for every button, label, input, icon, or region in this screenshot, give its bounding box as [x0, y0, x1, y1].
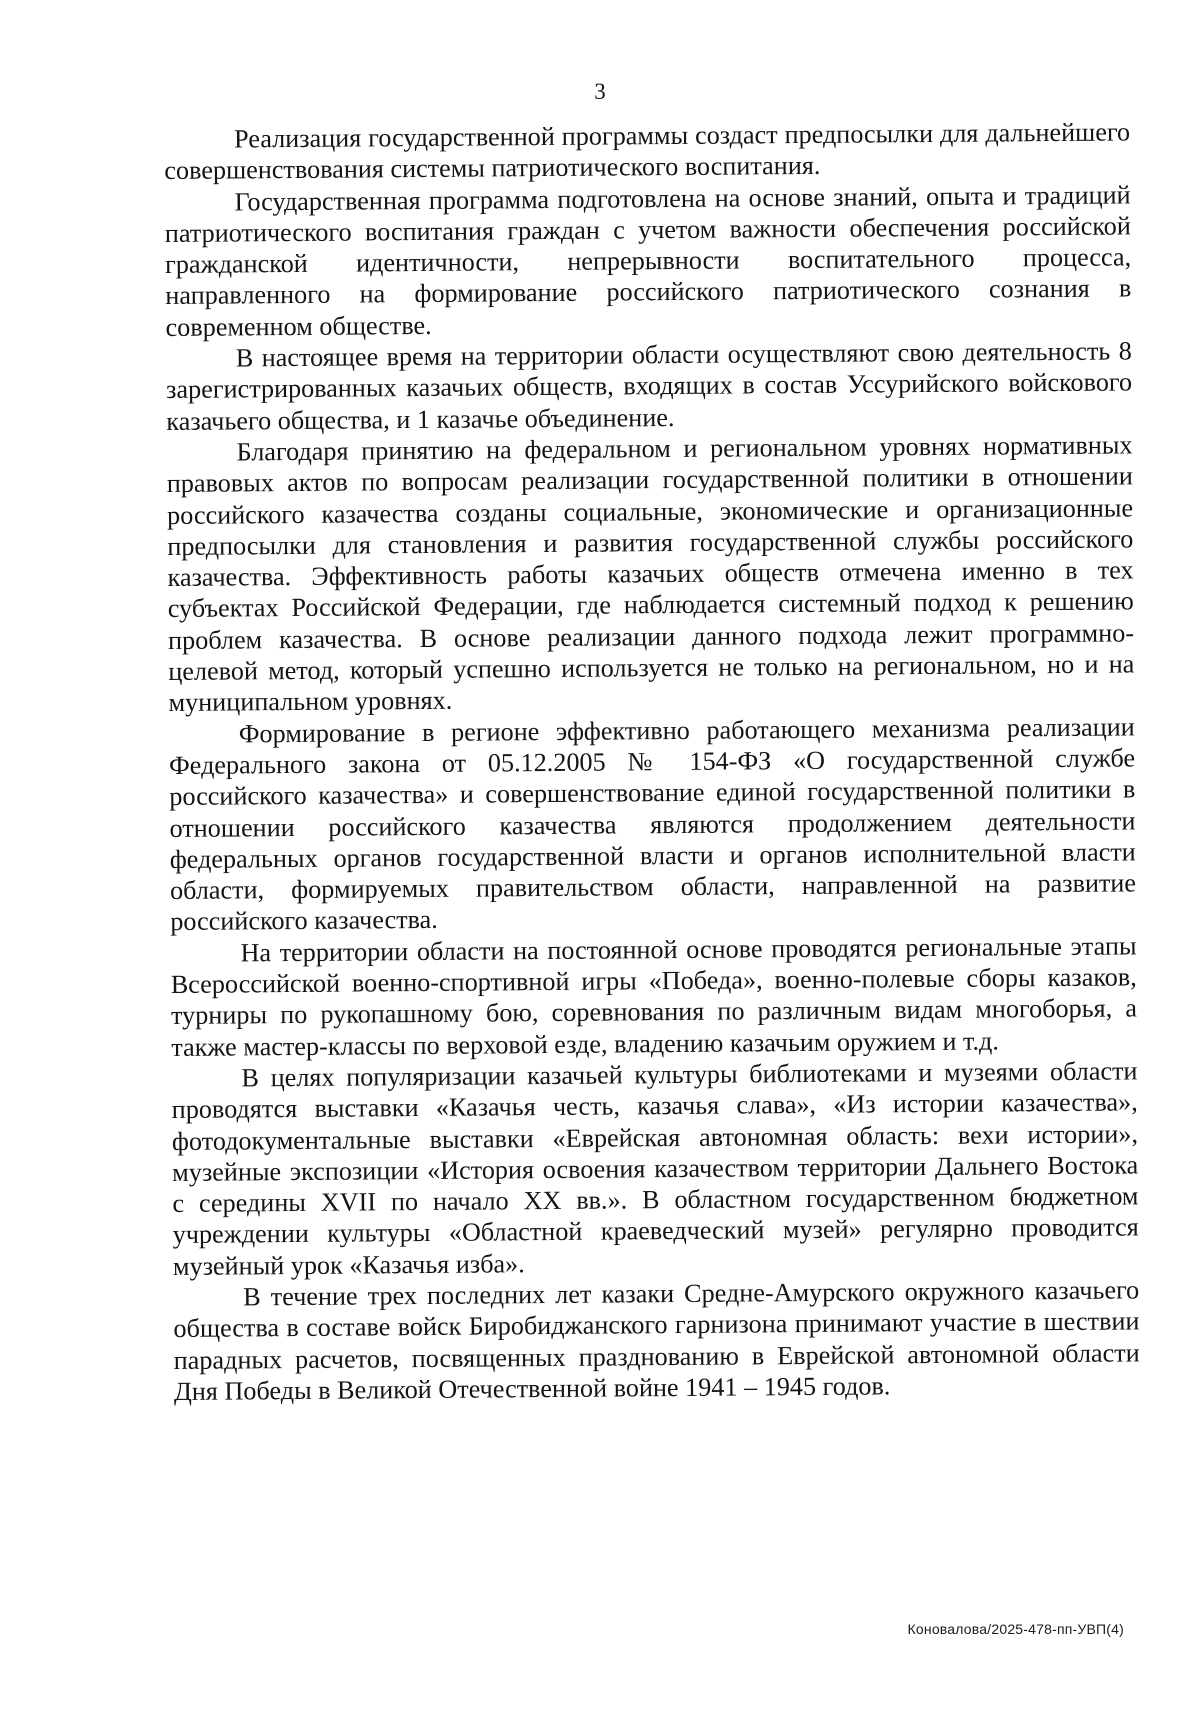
paragraph-4: Благодаря принятию на федеральном и региональном уровнях нормативных правовых актов по вопросам реализации государственной политики в отношении российского казачества созданы социальные, экономические и организационные предпосылки для становления и развития государственной службы российского казачества. Эффективность работы казачьих обществ отмечена именно в тех субъектах Российской Федерации, где наблюдается системный подход к решению проблем казачества. В основе реализации данного подхода лежит программно-целевой метод, который успешно используется не только на региональном, но и на муниципальном уровнях.	[166, 430, 1135, 718]
paragraph-1: Реализация государственной программы создаст предпосылки для дальнейшего совершенствования системы патриотического воспитания.	[164, 117, 1131, 186]
document-body	[164, 116, 1140, 1407]
paragraph-6: На территории области на постоянной основе проводятся региональные этапы Всероссийской военно-спортивной игры «Победа», военно-полевые сборы казаков, турниры по рукопашному бою, соревнования по различным видам многоборья, а также мастер-классы по верховой езде, владению казачьим оружием и т.д.	[170, 931, 1138, 1062]
paragraph-8: В течение трех последних лет казаки Средне-Амурского окружного казачьего общества в составе войск Биробиджанского гарнизона принимают участие в шествии парадных расчетов, посвященных празднованию в Еврейской автономной области Дня Победы в Великой Отечественной войне 1941 – 1945 годов.	[173, 1275, 1140, 1406]
paragraph-2: Государственная программа подготовлена на основе знаний, опыта и традиций патриотического воспитания граждан с учетом важности обеспечения российской гражданской идентичности, непрерывности воспитательного процесса, направленного на формирование российского патриотического сознания в современном обществе.	[164, 180, 1132, 342]
document-code-footer: Коновалова/2025-478-пп-УВП(4)	[907, 1621, 1124, 1637]
paragraph-3: В настоящее время на территории области осуществляют свою деятельность 8 зарегистрированных казачьих обществ, входящих в состав Уссурийского войскового казачьего общества, и 1 казачье объединение.	[165, 336, 1133, 436]
paragraph-5: Формирование в регионе эффективно работающего механизма реализации Федерального закона от 05.12.2005 № 154-ФЗ «О государственной службе российского казачества» и совершенствование единой государственной политики в отношении российского казачества являются продолжением деятельности федеральных органов государственной власти и органов исполнительной власти области, формируемых правительством области, направленной на развитие российского казачества.	[168, 712, 1137, 937]
paragraph-7: В целях популяризации казачьей культуры библиотеками и музеями области проводятся выставки «Казачья честь, казачья слава», «Из истории казачества», фотодокументальные выставки «Еврейская автономная область: вехи истории», музейные экспозиции «История освоения казачеством территории Дальнего Востока с середины XVII по начало XX вв.». В областном государственном бюджетном учреждении культуры «Областной краеведческий музей» регулярно проводится музейный урок «Казачья изба».	[171, 1056, 1139, 1281]
page-number: 3	[594, 79, 606, 104]
